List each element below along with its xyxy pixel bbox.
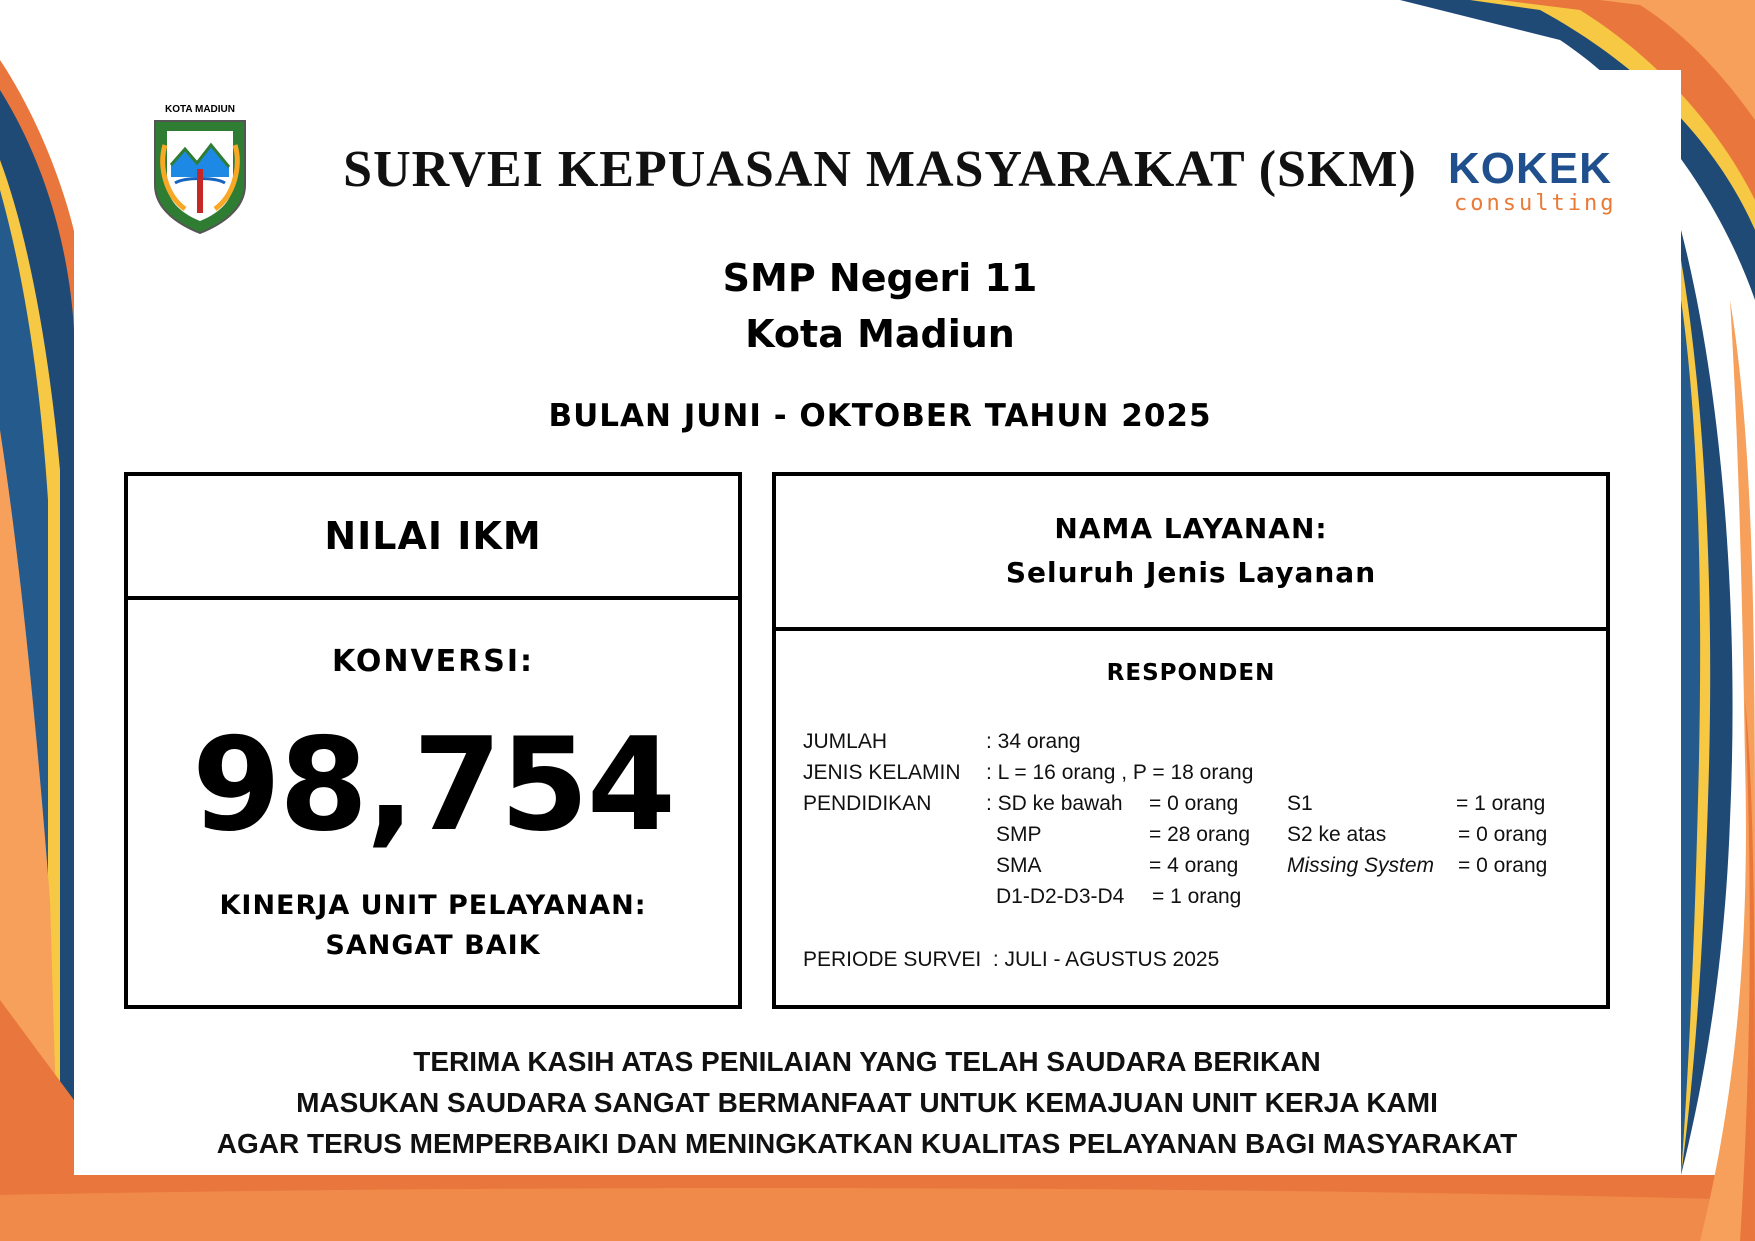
kota-madiun-emblem-icon bbox=[145, 105, 255, 235]
footer-line-1: TERIMA KASIH ATAS PENILAIAN YANG TELAH SAUDARA BERIKAN bbox=[413, 1046, 1321, 1077]
brand-sub: consulting bbox=[1454, 191, 1617, 216]
page-title: SURVEI KEPUASAN MASYARAKAT (SKM) bbox=[343, 141, 1417, 198]
kinerja-value: SANGAT BAIK bbox=[325, 930, 541, 961]
emblem-caption: KOTA MADIUN bbox=[165, 104, 235, 115]
pendidikan-count: = 28 orang bbox=[1149, 823, 1251, 846]
pendidikan-count: = 0 orang bbox=[1149, 792, 1239, 815]
responden-title: RESPONDEN bbox=[1106, 660, 1276, 686]
periode-survei: PERIODE SURVEI : JULI - AGUSTUS 2025 bbox=[803, 948, 1220, 971]
ikm-card-header bbox=[128, 476, 738, 600]
ikm-heading: NILAI IKM bbox=[324, 514, 542, 558]
kinerja-label: KINERJA UNIT PELAYANAN: bbox=[219, 890, 647, 921]
layanan-header bbox=[776, 476, 1606, 631]
pendidikan-name: : SD ke bawah bbox=[986, 792, 1123, 815]
konversi-label: KONVERSI: bbox=[331, 644, 535, 679]
pendidikan-name: SMA bbox=[996, 854, 1042, 877]
pendidikan-count: = 0 orang bbox=[1458, 823, 1548, 846]
jumlah-value: : 34 orang bbox=[986, 730, 1081, 753]
unit-name: SMP Negeri 11 bbox=[722, 256, 1038, 300]
pendidikan-name: SMP bbox=[996, 823, 1042, 846]
ikm-card bbox=[124, 472, 742, 1009]
brand-word: KOKEK bbox=[1448, 144, 1612, 193]
jenis-kelamin-value: : L = 16 orang , P = 18 orang bbox=[986, 761, 1254, 784]
jenis-kelamin-label: JENIS KELAMIN bbox=[803, 761, 961, 784]
kokek-consulting-logo bbox=[1448, 146, 1648, 216]
footer-line-2: MASUKAN SAUDARA SANGAT BERMANFAAT UNTUK KEMAJUAN UNIT KERJA KAMI bbox=[296, 1087, 1438, 1118]
nama-layanan-value: Seluruh Jenis Layanan bbox=[1005, 556, 1377, 589]
nama-layanan-label: NAMA LAYANAN: bbox=[1054, 512, 1328, 545]
pendidikan-name: S1 bbox=[1287, 792, 1313, 815]
jumlah-label: JUMLAH bbox=[803, 730, 888, 753]
pendidikan-name: D1-D2-D3-D4 bbox=[996, 885, 1125, 908]
responden-card bbox=[772, 472, 1610, 1009]
period-banner: BULAN JUNI - OKTOBER TAHUN 2025 bbox=[548, 398, 1212, 434]
pendidikan-count: = 1 orang bbox=[1152, 885, 1242, 908]
pendidikan-label: PENDIDIKAN bbox=[803, 792, 932, 815]
unit-city: Kota Madiun bbox=[745, 312, 1015, 356]
pendidikan-count: = 1 orang bbox=[1456, 792, 1546, 815]
pendidikan-count: = 0 orang bbox=[1458, 854, 1548, 877]
pendidikan-name: Missing System bbox=[1287, 854, 1435, 877]
pendidikan-count: = 4 orang bbox=[1149, 854, 1239, 877]
footer-line-3: AGAR TERUS MEMPERBAIKI DAN MENINGKATKAN KUALITAS PELAYANAN BAGI MASYARAKAT bbox=[216, 1128, 1518, 1159]
ikm-value: 98,754 bbox=[192, 711, 674, 860]
pendidikan-name: S2 ke atas bbox=[1287, 823, 1387, 846]
